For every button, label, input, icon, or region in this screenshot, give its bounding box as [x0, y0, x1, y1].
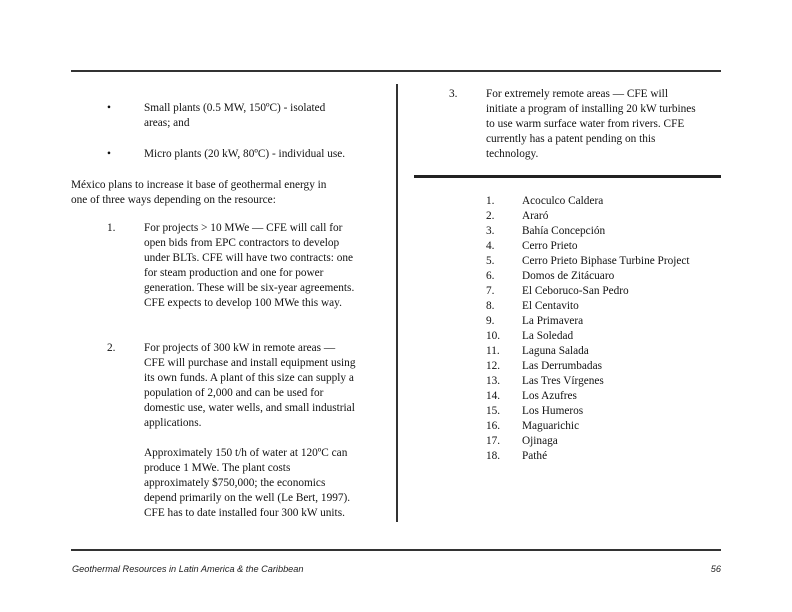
header-rule: [71, 70, 721, 72]
bullet-marker: •: [107, 102, 111, 114]
item-number: 2.: [107, 342, 116, 354]
intro-paragraph: México plans to increase it base of geothermal energy in one of three ways depending on the resource:: [71, 179, 327, 206]
bullet-item: [107, 147, 397, 163]
item-text: For extremely remote areas — CFE will initiate a program of installing 20 kW turbines to use warm surface water from rivers. CFE currently has a patent pending on this technology.: [486, 88, 696, 160]
bullet-marker: •: [107, 148, 111, 160]
page-number: 56: [710, 564, 721, 574]
item-text: For projects of 300 kW in remote areas — CFE will purchase and install equipment using its own funds. A plant of this size can supply a population of 2,000 and can be used for domestic use, water wells, and small industrial applications.: [144, 342, 356, 429]
bullet-item: [107, 101, 397, 133]
bullet-text: Micro plants (20 kW, 80ºC) - individual use.: [144, 148, 346, 160]
footer-rule: [71, 549, 721, 551]
item-2-continuation: Approximately 150 t/h of water at 120ºC can produce 1 MWe. The plant costs approximately $750,000; the economics depend primarily on the well (Le Bert, 1997). CFE has to date installed four 300 kW units.: [144, 447, 351, 519]
item-number: 1.: [107, 222, 116, 234]
footer-title: Geothermal Resources in Latin America & the Caribbean: [72, 564, 304, 574]
item-text: For projects > 10 MWe — CFE will call for open bids from EPC contractors to develop under BLTs. CFE will have two contracts: one for steam production and one for power generation. These will be six-year agreements. CFE expects to develop 100 MWe this way.: [144, 222, 355, 309]
bullet-text: Small plants (0.5 MW, 150ºC) - isolated areas; and: [144, 102, 326, 129]
section-rule: [414, 175, 721, 178]
item-number: 3.: [449, 88, 458, 100]
